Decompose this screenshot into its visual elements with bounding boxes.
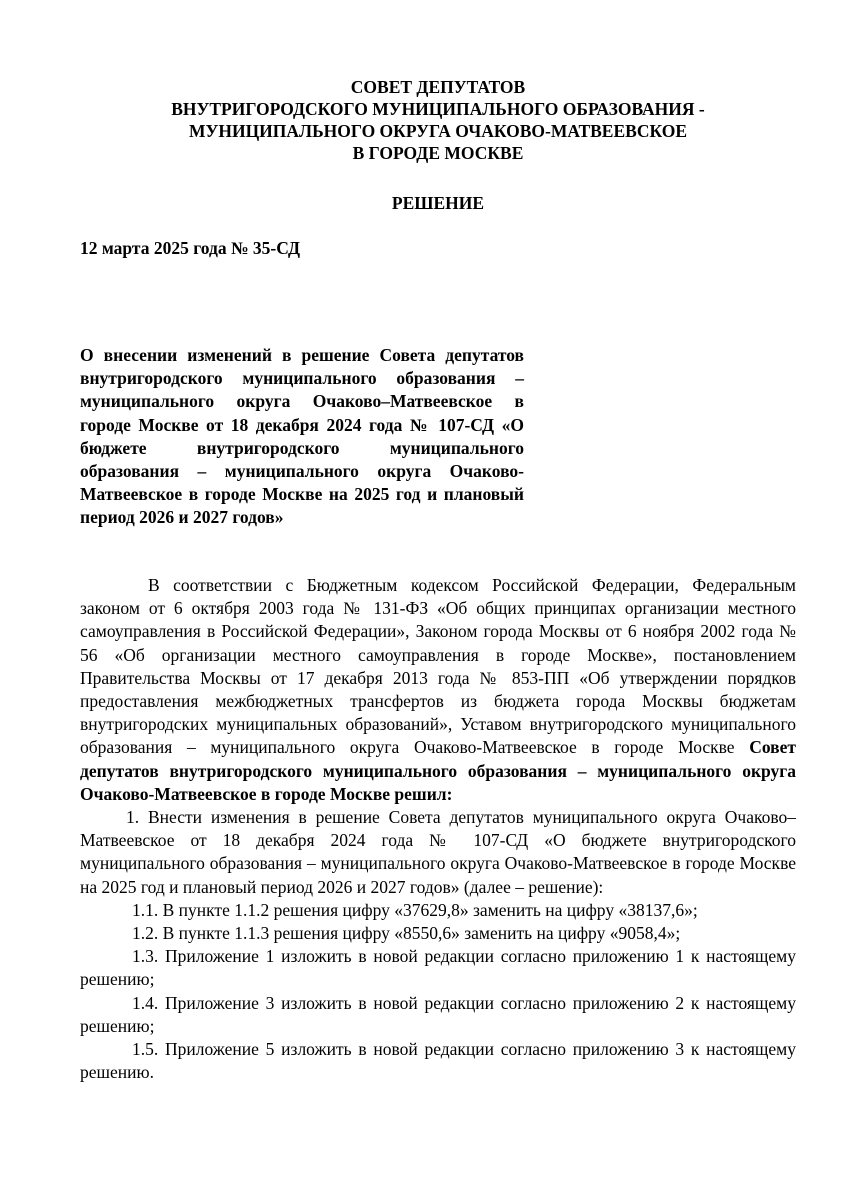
header-line-council: СОВЕТ ДЕПУТАТОВ [350, 77, 526, 97]
document-subject: О внесении изменений в решение Совета депутатов внутригородского муниципального образования – муниципального округа Очаково–Матвеевское в городе Москве от 18 декабря 2024 года № 107-СД «О бюджете внутригородского муниципального образования – муниципального округа Очаково-Матвеевское в городе Москве на 2025 год и плановый период 2026 и 2027 годов» [80, 345, 524, 528]
document-body [80, 574, 796, 1084]
preamble-paragraph [80, 574, 796, 806]
header-line-district: МУНИЦИПАЛЬНОГО ОКРУГА ОЧАКОВО-МАТВЕЕВСКОЕ [188, 121, 687, 141]
header-line-city: В ГОРОДЕ МОСКВЕ [352, 143, 524, 163]
document-type-title: РЕШЕНИЕ [391, 193, 485, 213]
item-1-2: 1.2. В пункте 1.1.3 решения цифру «8550,6» заменить на цифру «9058,4»; [132, 923, 681, 944]
item-1-5: 1.5. Приложение 5 изложить в новой редакции согласно приложению 3 к настоящему решению. [80, 1039, 796, 1083]
item-1-4: 1.4. Приложение 3 изложить в новой редакции согласно приложению 2 к настоящему решению; [80, 992, 796, 1036]
item-1-3: 1.3. Приложение 1 изложить в новой редакции согласно приложению 1 к настоящему решению; [80, 946, 796, 990]
document-header [80, 76, 796, 164]
preamble-text: В соответствии с Бюджетным кодексом Российской Федерации, Федеральным законом от 6 октября 2003 года № 131-ФЗ «Об общих принципах организации местного самоуправления в Российской Федерации», Законом города Москвы от 6 ноября 2002 года № 56 «Об организации местного самоуправления в городе Москве», постановлением Правительства Москвы от 17 декабря 2013 года № 853-ПП «Об утверждении порядков предоставления межбюджетных трансфертов из бюджета города Москвы бюджетам внутригородских муниципальных образований», Уставом внутригородского муниципального образования – муниципального округа Очаково-Матвеевское в городе Москве [80, 575, 796, 758]
header-line-formation: ВНУТРИГОРОДСКОГО МУНИЦИПАЛЬНОГО ОБРАЗОВАНИЯ - [171, 99, 705, 119]
document-date-number: 12 марта 2025 года № 35-СД [80, 238, 301, 258]
item-1-1: 1.1. В пункте 1.1.2 решения цифру «37629,8» заменить на цифру «38137,6»; [132, 899, 698, 920]
preamble-resolution-bold: Совет депутатов внутригородского муниципального образования – муниципального округа Очаково-Матвеевское в городе Москве решил: [80, 737, 796, 804]
item-1: 1. Внести изменения в решение Совета депутатов муниципального округа Очаково–Матвеевское от 18 декабря 2024 года № 107-СД «О бюджете внутригородского муниципального образования – муниципального округа Очаково-Матвеевское в городе Москве на 2025 год и плановый период 2026 и 2027 годов» (далее – решение): [80, 807, 796, 897]
